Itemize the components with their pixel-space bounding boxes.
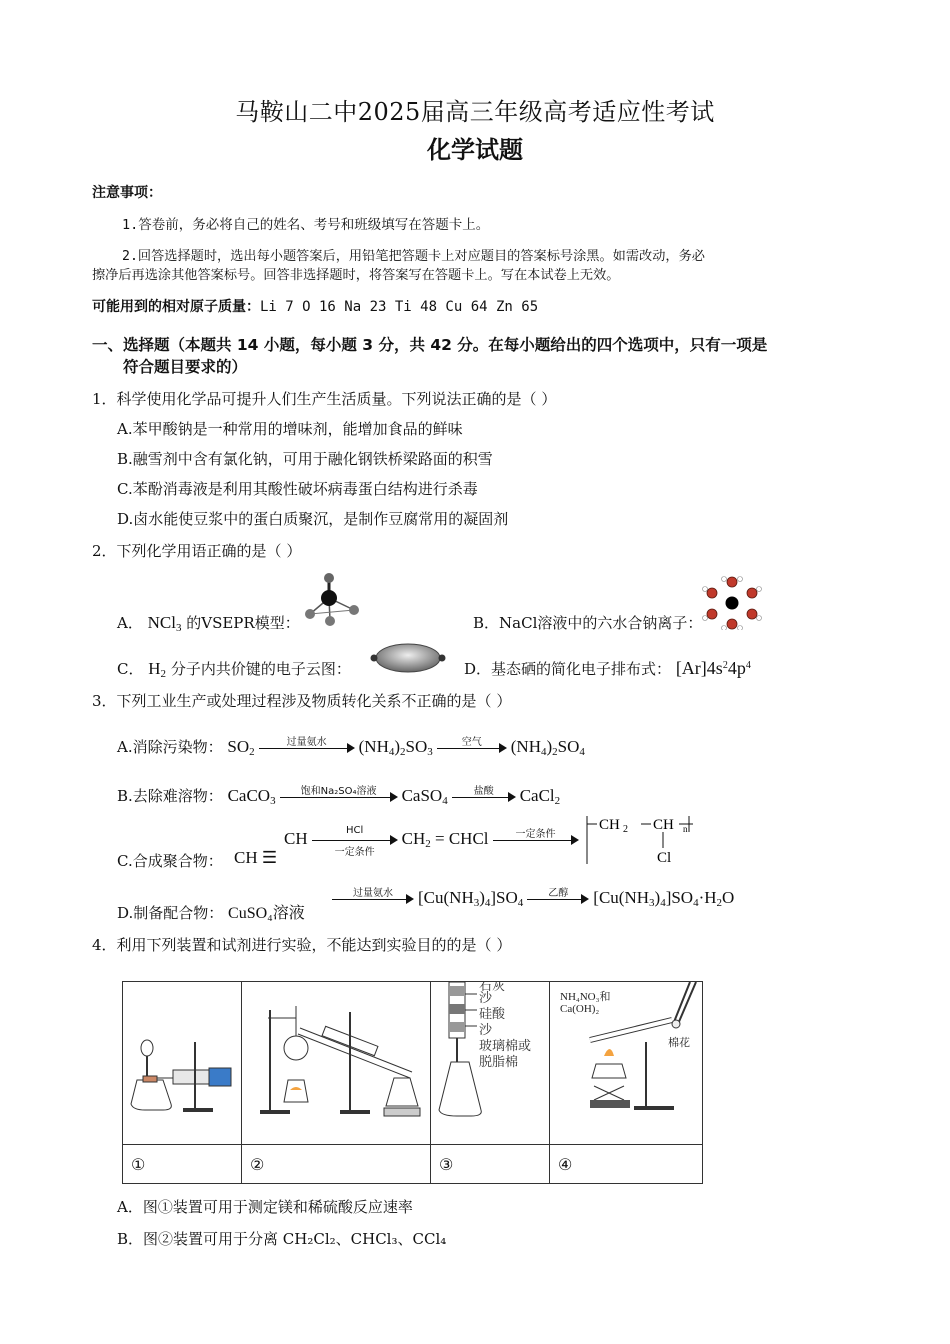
- q3-a-label: A.消除污染物：: [117, 738, 223, 756]
- electron-cloud-icon: [368, 642, 448, 674]
- q2-d-text: D．基态硒的简化电子排布式：: [464, 660, 672, 678]
- chromatography-column-icon: [431, 982, 549, 1140]
- q2-option-c: [117, 658, 351, 680]
- q2-d-config-main: [Ar]4s: [675, 658, 723, 678]
- polymer-bracket-icon: [583, 814, 695, 866]
- q4-option-b: B．图②装置可用于分离 CH₂Cl₂、CHCl₃、CCl₄: [117, 1230, 447, 1248]
- q3-a-arrow2-label: 空气: [461, 737, 482, 749]
- fig3-label-4: 沙: [479, 1023, 493, 1038]
- svg-text:CH: CH: [599, 817, 620, 833]
- q1-option-a: A.苯甲酸钠是一种常用的增味剂，能增加食品的鲜味: [117, 420, 463, 438]
- q2-a-formula-sub: 3: [175, 622, 182, 634]
- q3-option-c-label: C.合成聚合物：: [117, 852, 223, 870]
- vsepr-model-icon: [296, 570, 362, 628]
- q3-c-ethyne-start: CH ☰: [234, 848, 278, 867]
- q2-a-formula-main: NCl: [147, 613, 176, 632]
- q2-c-formula-sub: 2: [160, 668, 167, 680]
- fig3-label-3: 硅酸: [479, 1007, 506, 1022]
- svg-text:2: 2: [623, 824, 628, 835]
- q3-b-equation: CaCO$_3$ 饱和Na₂SO₄溶液 CaSO$_4$ 盐酸 CaCl$_2$: [228, 786, 561, 805]
- fig3-label-1: 石灰: [479, 982, 506, 994]
- fig4-label-1: NH₄NO₃和: [560, 991, 611, 1003]
- q2-c-formula-main: H: [148, 659, 161, 678]
- q3-d-arrow2: [527, 890, 589, 908]
- apparatus-2-cell: [242, 982, 431, 1145]
- q3-c-equation: CH HCl 一定条件 $CH_2$ = CHCl 一定条件: [284, 829, 583, 850]
- q1-option-c: C.苯酚消毒液是利用其酸性破坏病毒蛋白结构进行杀毒: [117, 480, 478, 498]
- q3-b-label: B.去除难溶物：: [117, 787, 223, 805]
- notice-item-1: 1.答卷前，务必将自己的姓名、考号和班级填写在答题卡上。: [122, 217, 490, 233]
- fig4-label-3: 棉花: [668, 1036, 690, 1049]
- q3-option-b: [117, 785, 560, 807]
- apparatus-table: [122, 981, 703, 1184]
- q2-d-config-p: 4p: [727, 658, 746, 678]
- q1-option-b: B.融雪剂中含有氯化钠，可用于融化钢铁桥梁路面的积雪: [117, 450, 493, 468]
- q4-option-a: A．图①装置可用于测定镁和稀硫酸反应速率: [117, 1198, 413, 1216]
- svg-text:CH: CH: [653, 817, 674, 833]
- q3-d-arrow1: [332, 890, 414, 908]
- q3-option-a: [117, 736, 585, 758]
- q3-b-arrow2-label: 盐酸: [473, 786, 494, 798]
- q3-c-arrow1-top: HCl: [345, 825, 364, 837]
- q3-d-start: CuSO₄溶液: [228, 905, 305, 922]
- q2-d-config: [676, 658, 751, 678]
- atomic-masses: [92, 296, 538, 316]
- q2-d-config-sup2: 4: [745, 660, 751, 671]
- q3-a-arrow2: [437, 739, 507, 757]
- atomic-masses-values: Li 7 O 16 Na 23 Ti 48 Cu 64 Zn 65: [260, 299, 539, 315]
- distillation-apparatus-icon: [242, 982, 430, 1140]
- q3-c-arrow1-bottom: 一定条件: [334, 847, 375, 859]
- q3-a-equation: $SO_2$ 过量氨水 $(NH_4)_2SO_3$ 空气 $(NH_4)_2SO_4$: [227, 737, 584, 756]
- atomic-masses-label: 可能用到的相对原子质量：: [92, 299, 260, 315]
- q2-option-d: [464, 658, 751, 679]
- q3-stem: 3．下列工业生产或处理过程涉及物质转化关系不正确的是（ ）: [92, 692, 512, 710]
- notice-item-2-line1: 2.回答选择题时，选出每小题答案后，用铅笔把答题卡上对应题目的答案标号涂黑。如需改动，务必: [122, 249, 705, 264]
- apparatus-3-number: ③: [431, 1145, 550, 1184]
- q3-option-d: [117, 900, 305, 923]
- apparatus-3-cell: [431, 982, 550, 1145]
- apparatus-1-number: ①: [123, 1145, 242, 1184]
- svg-text:Cl: Cl: [657, 850, 672, 866]
- exam-title: 马鞍山二中2025届高三年级高考适应性考试: [235, 98, 715, 126]
- q3-b-arrow1: [280, 788, 398, 806]
- fig4-label-2: Ca(OH)₂: [560, 1003, 600, 1015]
- fig3-label-2: 沙: [479, 991, 493, 1006]
- q2-a-formula: [148, 613, 182, 632]
- q2-d-config-sup1: 2: [722, 660, 728, 671]
- q3-d-label: D.制备配合物：: [117, 904, 224, 922]
- q3-d-arrow2-label: 乙醇: [548, 888, 569, 900]
- q3-a-arrow1-label: 过量氨水: [286, 737, 327, 749]
- q3-b-arrow1-label: 饱和Na₂SO₄溶液: [300, 786, 377, 798]
- notice-heading: 注意事项：: [92, 185, 162, 201]
- fig3-label-5: 玻璃棉或: [479, 1039, 532, 1054]
- q3-c-arrow2: [493, 831, 579, 849]
- svg-text:n: n: [683, 824, 688, 834]
- q3-c-arrow2-label: 一定条件: [515, 829, 556, 841]
- q2-c-text: 分子内共价键的电子云图：: [170, 660, 351, 678]
- q2-stem: 2．下列化学用语正确的是（ ）: [92, 542, 302, 560]
- q2-a-prefix: A．: [117, 614, 143, 632]
- q2-option-a: [117, 612, 300, 634]
- section-heading-line1: 一、选择题（本题共 14 小题，每小题 3 分，共 42 分。在每小题给出的四个选项中，只有一项是: [92, 336, 768, 354]
- fig3-label-6: 脱脂棉: [479, 1055, 519, 1070]
- section-heading-line2: 符合题目要求的）: [123, 358, 248, 376]
- q2-a-text: 的VSEPR模型：: [186, 614, 300, 632]
- q3-b-arrow2: [452, 788, 516, 806]
- apparatus-1-cell: [123, 982, 242, 1145]
- q4-stem: 4．利用下列装置和试剂进行实验，不能达到实验目的的是（ ）: [92, 936, 512, 954]
- q1-option-d: D.卤水能使豆浆中的蛋白质聚沉，是制作豆腐常用的凝固剂: [117, 510, 509, 528]
- apparatus-2-number: ②: [242, 1145, 431, 1184]
- q3-c-polymer: [583, 814, 695, 871]
- q2-c-formula: [148, 659, 166, 678]
- q3-a-arrow1: [259, 739, 355, 757]
- reaction-rate-apparatus-icon: [123, 982, 241, 1140]
- notice-item-2-line2: 擦净后再选涂其他答案标号。回答非选择题时，将答案写在答题卡上。写在本试卷上无效。: [92, 268, 620, 283]
- apparatus-4-number: ④: [550, 1145, 703, 1184]
- subject-title: 化学试题: [427, 136, 523, 164]
- q3-d-arrow1-label: 过量氨水: [353, 888, 393, 900]
- hydrated-sodium-ion-icon: [702, 576, 762, 630]
- q2-c-prefix: C．: [117, 660, 144, 678]
- q3-d-equation: 过量氨水 $[Cu(NH_3)_4]SO_4$ 乙醇 $[Cu(NH_3)_4]SO_4\cdot H_2O$: [328, 888, 734, 909]
- q1-stem: 1．科学使用化学品可提升人们生产生活质量。下列说法正确的是（ ）: [92, 390, 557, 408]
- q3-c-arrow1: [312, 825, 398, 859]
- apparatus-4-cell: [550, 982, 703, 1145]
- ammonia-prep-apparatus-icon: [550, 982, 702, 1140]
- q2-option-b: B．NaCl溶液中的六水合钠离子：: [473, 614, 703, 632]
